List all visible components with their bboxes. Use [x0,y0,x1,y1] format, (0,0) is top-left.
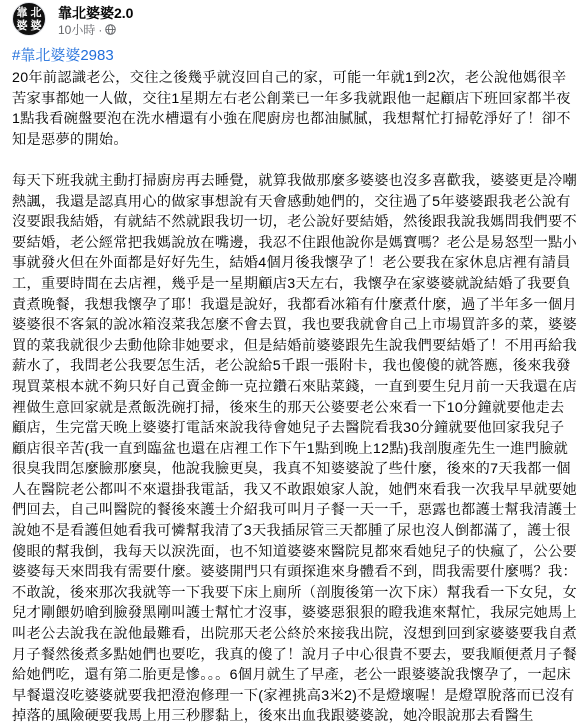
post-body [12,68,578,727]
post-header [12,2,572,38]
post-paragraph: 20年前認識老公，交往之後幾乎就沒回自己的家，可能一年就1到2次，老公說他媽很辛苦家事都她一人做，交往1星期左右老公創業已一年多我就跟他一起顧店下班回家都半夜1點我看碗盤要泡在洗水槽還有小強在爬廚房也都油膩膩，我想幫忙打掃乾淨好了！卻不知是惡夢的開始。 [12,70,571,148]
globe-icon[interactable] [105,24,116,35]
post-paragraph: 每天下班我就主動打掃廚房再去睡覺，就算我做那麼多婆婆也沒多喜歡我，婆婆更是冷嘲熱諷，我還是認真用心的做家事想說有天會感動她們的，交往過了5年婆婆跟我老公說有沒要跟我結婚，有就結不然就跟我切一切，老公說好要結婚，然後跟我說我媽問我們要不要結婚，老公經常把我媽說放在嘴邊，我忍不住跟他說你是媽寶嗎？老公是易怒型一點小事就發火但在外面都是好好先生，結婚4個月後我懷孕了！老公要我在家休息店裡有請員工，重要時間在去店裡，幾乎是一星期顧店3天左右，我懷孕在家婆婆就說結婚了我要負責煮晚餐，我想我懷孕了耶！我還是說好，我都看冰箱有什麼煮什麼，過了半年多一個月婆婆很不客氣的說冰箱沒菜我怎麼不會去買，我也要我就會自己上市場買許多的菜，婆婆買的菜我就很少去動他除非她要求，但是結婚前婆婆跟先生說我們要結婚了！不用再給我薪水了，我問老公我要怎生活，老公說給5千跟一張附卡，我也傻傻的就答應，後來我發現買菜根本就不夠只好自己賣金飾一克拉鑽石來貼菜錢，一直到要生兒月前一天我還在店裡做生意回家就是煮飯洗碗打掃，後來生的那天公婆要老公來看一下10分鐘就要他走去顧店，生完當天晚上婆婆打電話來說我待會她兒子去醫院看我30分鐘就要他回家我兒子顧店很辛苦(我一直到臨盆也還在店裡工作下午1點到晚上12點)我剖腹產先生一進門臉就很臭我問怎麼臉那麼臭，他說我臉更臭，我真不知婆婆說了些什麼，後來的7天我都一個人在醫院老公都叫不來還掛我電話，我又不敢跟娘家人說，她們來看我一次我早早就要她們回去，自己叫醫院的餐後來護士介紹我可叫月子餐一天一千，惡露也都護士幫我清護士說她不是看護但她看我可憐幫我清了3天我插尿管三天都腫了尿也沒人倒都滿了，護士很傻眼的幫我倒，我每天以淚洗面，也不知道婆婆來醫院見都來看她兒子的快瘋了，公公要婆婆每天來問我有需要什麼。婆婆開門只有頭探進來身體看不到，問我需要什麼嗎？我：不敢說，後來那次我就等一下我要下床上廁所（剖腹後第一次下床）幫我看一下女兒，女兒才剛餵奶嗆到臉發黑剛叫護士幫忙才沒事，婆婆惡狠狠的瞪我進來幫忙，我尿完她馬上叫老公去說我在說他最難看，出院那天老公終於來接我出院，沒想到回到家婆婆要我自煮月子餐然後煮多點她們也要吃，我真的傻了！說月子中心很貴不要去，要我順便煮月子餐給她們吃，還有第二胎更是慘。。。6個月就生了早產，老公一跟婆婆說我懷孕了，一起床早餐還沒吃婆婆就要我把澄泡修理一下(家裡挑高3米2)不是燈壞喔！是燈罩脫落而已沒有掉落的風險硬要我馬上用三秒膠黏上，後來出血我跟婆婆說，她冷眼說那去看醫生 [12,172,578,725]
avatar-char: 婆 [30,19,42,32]
page-name[interactable]: 靠北婆婆2.0 [58,5,134,21]
post-meta: 10小時 · [58,21,116,38]
post-timestamp[interactable]: 10小時 [58,23,96,37]
avatar-char: 婆 [16,19,28,32]
avatar-char: 北 [30,6,42,19]
page-avatar[interactable] [12,2,46,36]
avatar-char: 靠 [16,6,28,19]
hashtag-link[interactable]: #靠北婆婆2983 [12,47,114,64]
